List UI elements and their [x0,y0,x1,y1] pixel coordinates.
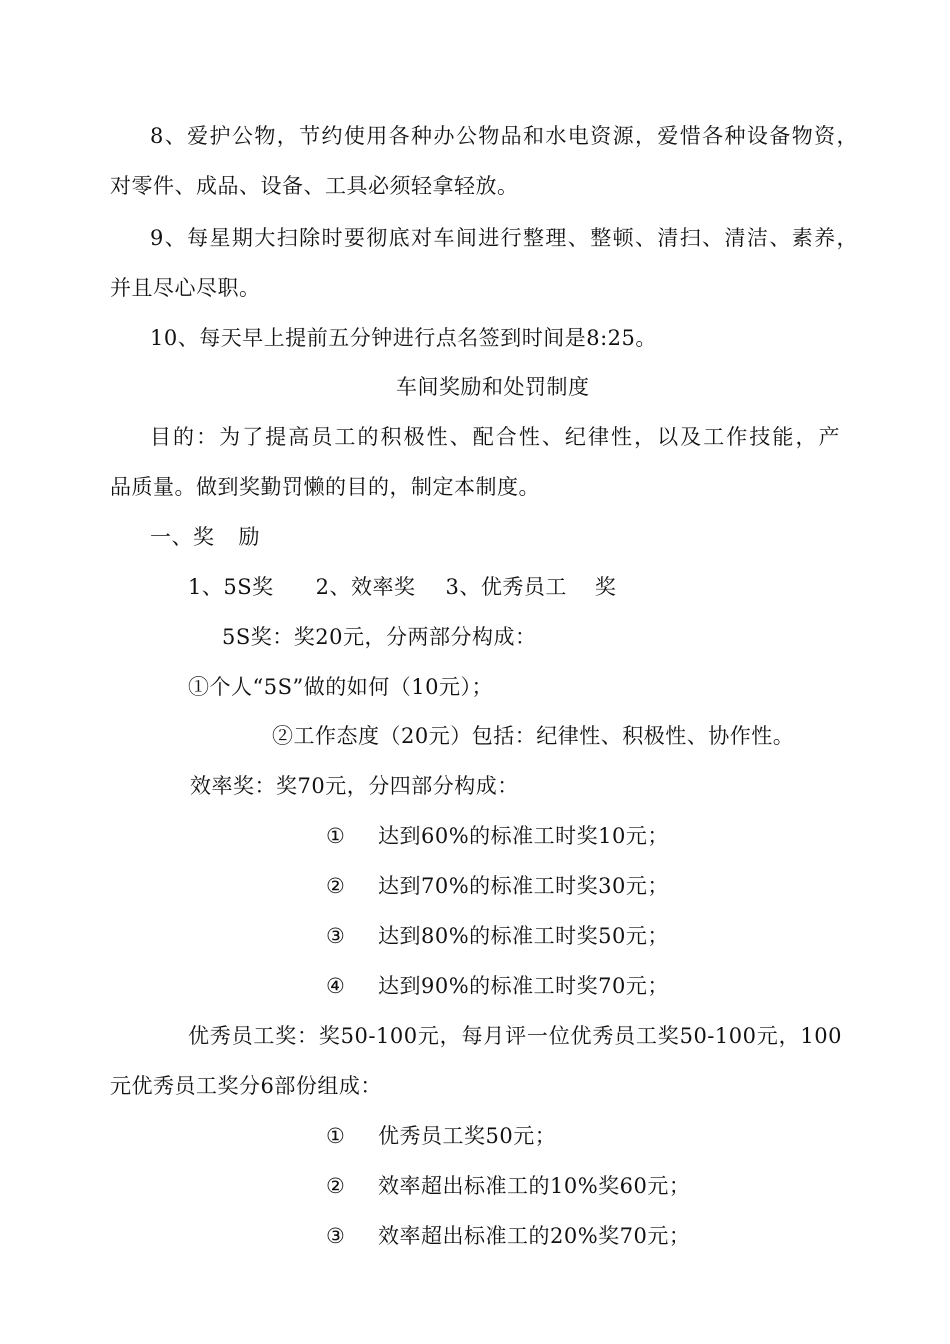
award-excellent-intro-line-1: 优秀员工奖：奖50-100元，每月评一位优秀员工奖50-100元，100 [188,1024,842,1048]
efficiency-item-marker: ③ [326,924,346,948]
excellent-item-text: 效率超出标准工的10%奖60元； [378,1174,691,1198]
efficiency-item-text: 达到70%的标准工时奖30元； [378,874,669,898]
efficiency-item-marker: ④ [326,974,346,998]
excellent-item [326,1172,690,1200]
rule-10: 10、每天早上提前五分钟进行点名签到时间是8:25。 [150,326,657,350]
efficiency-item [326,822,669,850]
efficiency-item-text: 达到60%的标准工时奖10元； [378,824,669,848]
excellent-item-text: 效率超出标准工的20%奖70元； [378,1224,691,1248]
rule-9-line-2: 并且尽心尽职。 [110,276,261,300]
reward-types [188,573,616,601]
award-5s-intro: 5S奖：奖20元，分两部分构成： [222,625,537,649]
excellent-item [326,1222,690,1250]
excellent-item [326,1122,556,1150]
award-efficiency-intro: 效率奖：奖70元，分四部分构成： [190,774,519,798]
reward-heading [150,523,260,551]
excellent-item-marker: ③ [326,1224,346,1248]
purpose-line-2: 品质量。做到奖勤罚懒的目的，制定本制度。 [110,475,540,499]
rule-9-line-1: 9、每星期大扫除时要彻底对车间进行整理、整顿、清扫、清洁、素养， [150,226,858,250]
section-title: 车间奖励和处罚制度 [396,375,590,399]
reward-type-excellent: 3、优秀员工 [445,575,567,599]
purpose-line-1: 目的：为了提高员工的积极性、配合性、纪律性，以及工作技能，产 [150,425,840,449]
rule-8-line-2: 对零件、成品、设备、工具必须轻拿轻放。 [110,174,519,198]
efficiency-item-marker: ② [326,874,346,898]
efficiency-item-marker: ① [326,824,346,848]
efficiency-item [326,872,669,900]
award-5s-part-2: ②工作态度（20元）包括：纪律性、积极性、协作性。 [272,724,795,748]
reward-type-efficiency: 2、效率奖 [315,575,416,599]
efficiency-item [326,972,669,1000]
award-5s-part-1: ①个人“5S”做的如何（10元）； [188,675,493,699]
rule-8-line-1: 8、爱护公物，节约使用各种办公物品和水电资源，爱惜各种设备物资， [150,124,858,148]
efficiency-item-text: 达到80%的标准工时奖50元； [378,924,669,948]
reward-heading-part-b: 励 [238,525,260,549]
excellent-item-text: 优秀员工奖50元； [378,1124,557,1148]
efficiency-item [326,922,669,950]
reward-heading-part-a: 一、奖 [150,525,215,549]
reward-type-5s: 1、5S奖 [188,575,274,599]
efficiency-item-text: 达到90%的标准工时奖70元； [378,974,669,998]
reward-type-excellent-suffix: 奖 [594,575,617,599]
award-excellent-intro-line-2: 元优秀员工奖分6部份组成： [110,1074,382,1098]
excellent-item-marker: ② [326,1174,346,1198]
excellent-item-marker: ① [326,1124,346,1148]
